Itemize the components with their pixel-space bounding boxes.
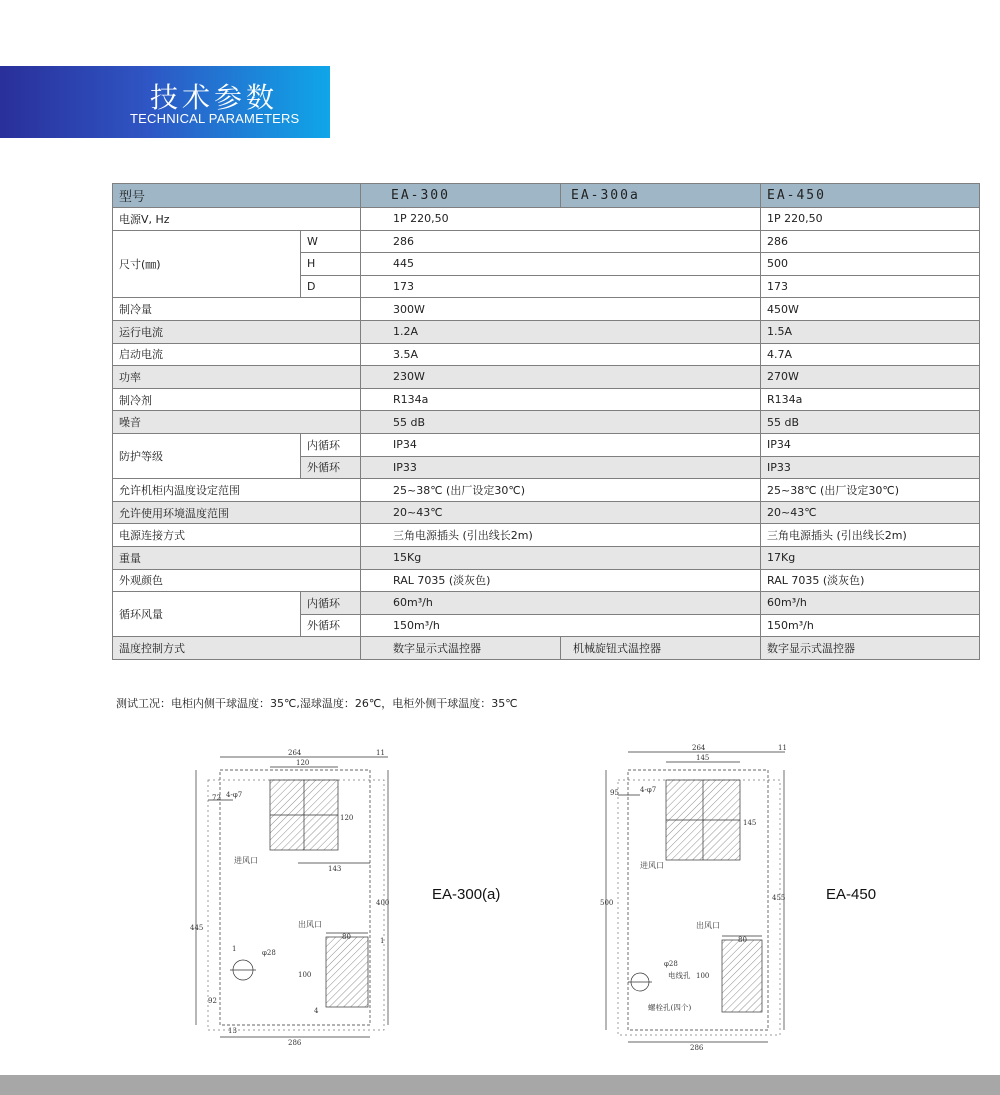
row-value-mid: 机械旋钮式温控器 [561,637,761,660]
dim-text: 4 [314,1007,319,1015]
hole-spec: 4-φ7 [640,786,657,794]
row-value-b: IP34 [761,433,980,456]
row-label: 制冷量 [113,298,361,321]
table-row [113,388,980,411]
dim-text: 500 [600,899,614,907]
row-label: 外观颜色 [113,569,361,592]
dim-text: 1 [232,945,237,953]
row-label: 温度控制方式 [113,637,361,660]
row-sublabel: D [301,275,361,298]
dim-text: 95 [610,789,619,797]
row-label: 运行电流 [113,320,361,343]
row-label: 电源连接方式 [113,524,361,547]
row-value-b: 4.7A [761,343,980,366]
row-value-b: R134a [761,388,980,411]
inlet-label: 进风口 [640,861,664,870]
row-value-a: 1.2A [361,320,761,343]
row-value-b: 286 [761,230,980,253]
row-value-a: 三角电源插头 (引出线长2m) [361,524,761,547]
footer-bar [0,1075,1000,1095]
row-value-b: 数字显示式温控器 [761,637,980,660]
row-value-a: 286 [361,230,761,253]
outlet-label: 出风口 [298,920,322,929]
row-sublabel: 内循环 [301,592,361,615]
drawing-caption-ea300: EA-300(a) [432,886,501,903]
row-value-b: IP33 [761,456,980,479]
row-value-a: 数字显示式温控器 [361,637,561,660]
table-row [113,343,980,366]
row-sublabel: 外循环 [301,456,361,479]
outlet-hatch [326,937,368,1007]
row-value-b: 1P 220,50 [761,208,980,231]
table-row [113,366,980,389]
table-header-row [113,184,980,208]
row-value-b: 55 dB [761,411,980,434]
header-model-1: EA-300 [361,184,561,208]
dim-text: φ28 [262,949,276,957]
row-label: 重量 [113,546,361,569]
dim-text: 143 [328,865,342,873]
dim-text: 80 [342,933,351,941]
spec-table [112,183,980,660]
row-label: 防护等级 [113,433,301,478]
row-value-a: 20~43℃ [361,501,761,524]
table-row [113,298,980,321]
row-value-a: 60m³/h [361,592,761,615]
row-value-a: 230W [361,366,761,389]
ea-300-drawing [188,745,398,1045]
row-value-a: R134a [361,388,761,411]
dim-text: 92 [208,997,217,1005]
row-label: 尺寸(㎜) [113,230,301,298]
dim-text: 264 [288,749,302,757]
row-label: 电源V, Hz [113,208,361,231]
hole-spec: 4-φ7 [226,791,243,799]
dim-text: 455 [772,894,786,902]
outlet-hatch [722,940,762,1012]
row-value-a: 25~38℃ (出厂设定30℃) [361,479,761,502]
row-value-a: IP33 [361,456,761,479]
row-sublabel: H [301,253,361,276]
row-value-b: 1.5A [761,320,980,343]
dim-text: 286 [288,1039,302,1045]
dim-text: 72 [212,794,221,802]
dim-text: 286 [690,1044,704,1050]
dim-text: 120 [296,759,310,767]
dim-text: 11 [376,749,385,757]
section-banner [0,66,330,138]
inlet-label: 进风口 [234,856,258,865]
table-row [113,592,980,615]
outlet-label: 出风口 [696,921,720,930]
row-value-b: 三角电源插头 (引出线长2m) [761,524,980,547]
table-row [113,637,980,660]
header-label: 型号 [113,184,361,208]
section-title-cn: 技术参数 [150,81,279,114]
dim-text: 145 [696,754,710,762]
row-label: 允许机柜内温度设定范围 [113,479,361,502]
row-value-b: RAL 7035 (淡灰色) [761,569,980,592]
row-value-b: 150m³/h [761,614,980,637]
dim-text: 80 [738,936,747,944]
row-value-b: 20~43℃ [761,501,980,524]
dim-text: 1 [380,937,385,945]
row-value-b: 173 [761,275,980,298]
row-label: 制冷剂 [113,388,361,411]
dim-text: 100 [696,972,710,980]
dim-text: 400 [376,899,390,907]
row-sublabel: 外循环 [301,614,361,637]
dim-text: 264 [692,744,706,752]
table-row [113,524,980,547]
drawing-caption-ea450: EA-450 [826,886,877,903]
cable-hole-label: 电线孔 [668,971,691,980]
table-row [113,230,980,253]
row-value-b: 500 [761,253,980,276]
row-value-a: 55 dB [361,411,761,434]
header-model-2: EA-300a [561,184,761,208]
row-value-b: 25~38℃ (出厂设定30℃) [761,479,980,502]
dim-text: 100 [298,971,312,979]
table-row [113,479,980,502]
row-value-a: 150m³/h [361,614,761,637]
table-row [113,501,980,524]
row-value-a: 445 [361,253,761,276]
dim-text: 120 [340,814,354,822]
row-value-a: IP34 [361,433,761,456]
section-title-en: TECHNICAL PARAMETERS [130,111,300,126]
row-value-a: 15Kg [361,546,761,569]
row-sublabel: W [301,230,361,253]
row-value-a: 1P 220,50 [361,208,761,231]
row-value-a: 173 [361,275,761,298]
row-value-b: 17Kg [761,546,980,569]
dim-text: 445 [190,924,204,932]
row-value-a: 3.5A [361,343,761,366]
row-label: 循环风量 [113,592,301,637]
row-value-a: 300W [361,298,761,321]
row-value-b: 450W [761,298,980,321]
row-value-b: 270W [761,366,980,389]
table-row [113,433,980,456]
ea-450-drawing [600,740,795,1050]
dim-text: 145 [743,819,757,827]
table-row [113,569,980,592]
table-row [113,208,980,231]
row-label: 噪音 [113,411,361,434]
bolt-hole-label: 螺栓孔(四个) [648,1003,692,1012]
table-row [113,411,980,434]
dim-text: φ28 [664,960,678,968]
header-model-3: EA-450 [761,184,980,208]
row-value-b: 60m³/h [761,592,980,615]
table-row [113,546,980,569]
table-row [113,320,980,343]
test-conditions-note: 测试工况：电柜内侧干球温度：35℃,湿球温度：26℃，电柜外侧干球温度：35℃ [116,697,518,710]
dim-text: 11 [778,744,787,752]
row-label: 允许使用环境温度范围 [113,501,361,524]
row-sublabel: 内循环 [301,433,361,456]
dim-text: 13 [228,1027,237,1035]
row-value-a: RAL 7035 (淡灰色) [361,569,761,592]
row-label: 功率 [113,366,361,389]
row-label: 启动电流 [113,343,361,366]
